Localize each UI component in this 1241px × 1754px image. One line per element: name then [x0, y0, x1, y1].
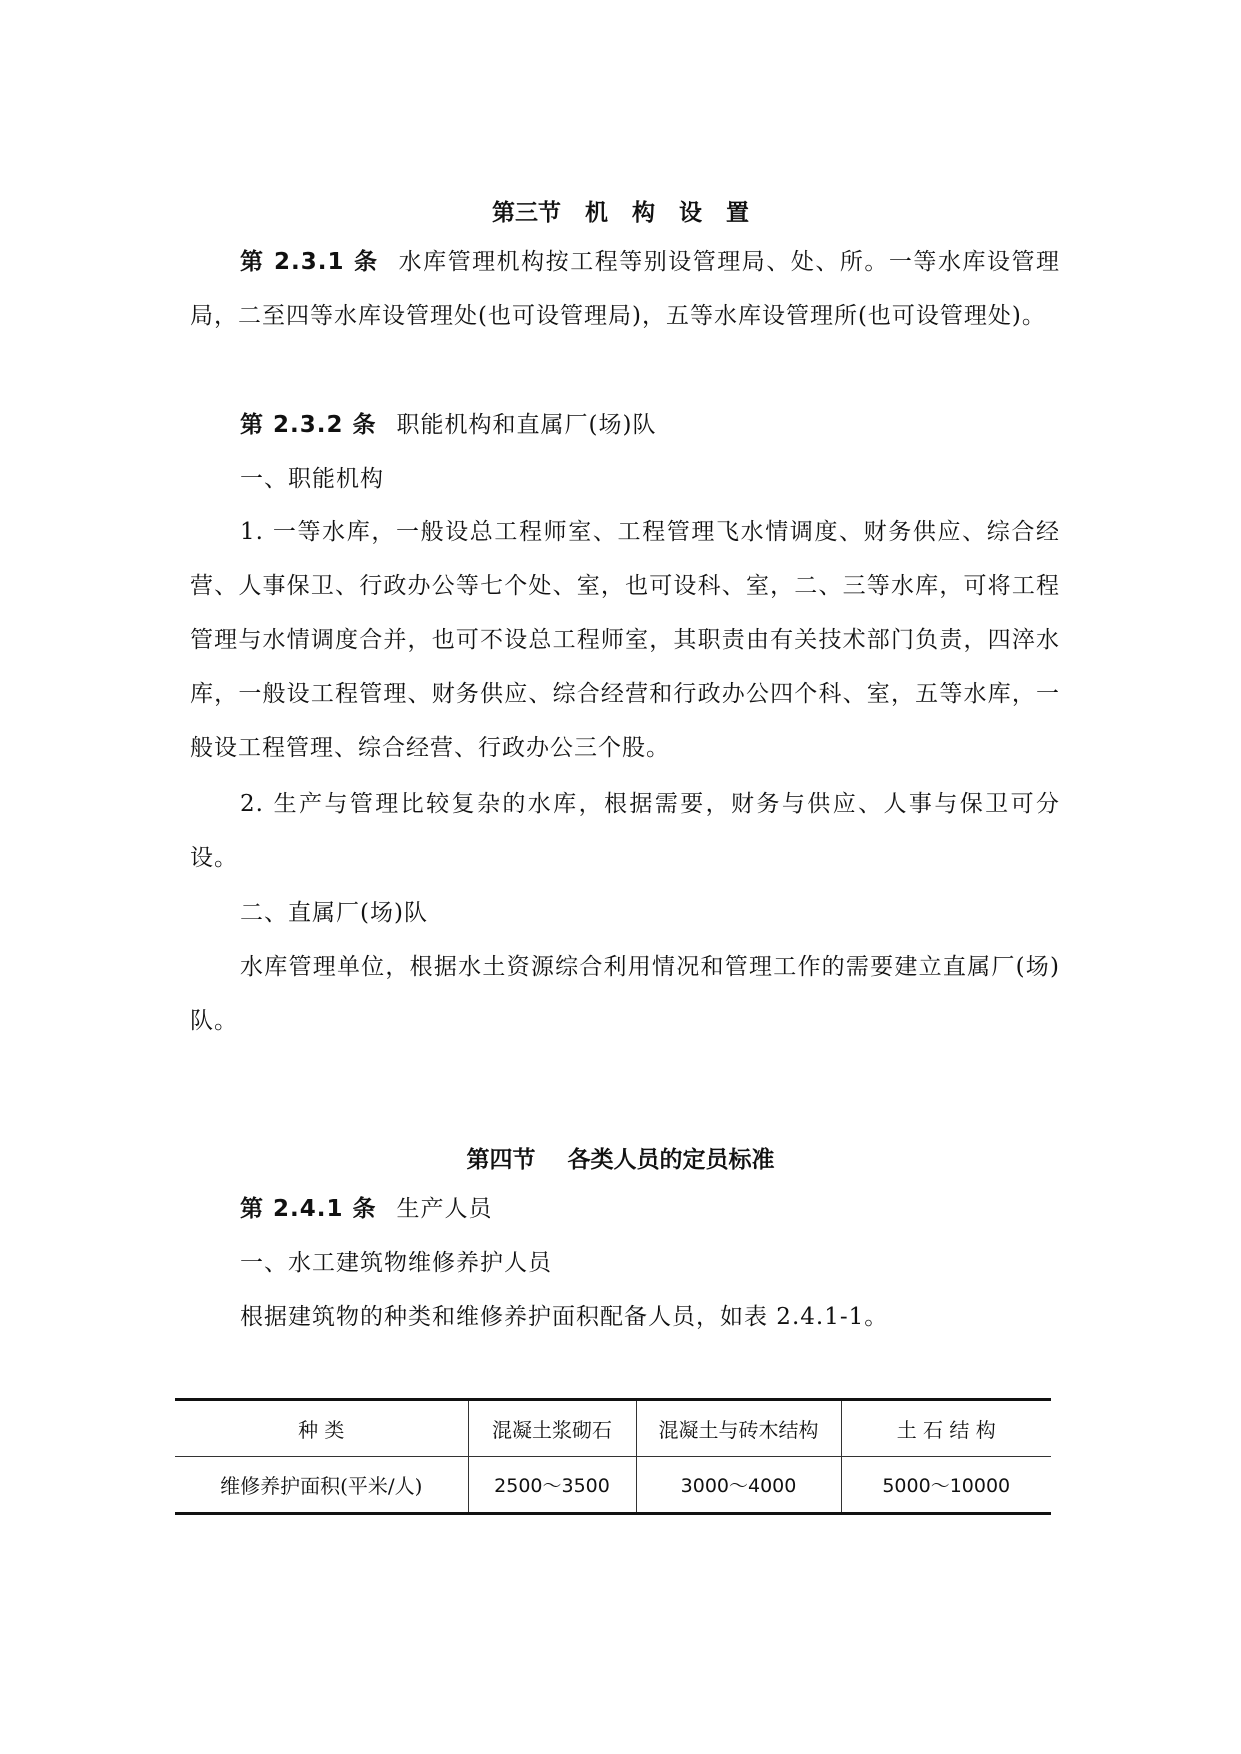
article-2-3-2	[190, 398, 1060, 452]
subheading-maintenance-staff: 一、水工建筑物维修养护人员	[240, 1250, 552, 1276]
section-heading-3: 第三节 机 构 设 置	[491, 200, 750, 226]
article-number: 第 2.3.1 条	[240, 249, 379, 275]
item-1: 1. 一等水库，一般设总工程师室、工程管理飞水情调度、财务供应、综合经营、人事保卫、行政办公等七个处、室，也可设科、室，二、三等水库，可将工程管理与水情调度合并，也可不设总工程师室，其职责由有关技术部门负责，四淬水库，一般设工程管理、财务供应、综合经营和行政办公四个科、室，五等水库，一般设工程管理、综合经营、行政办公三个股。	[190, 519, 1060, 761]
subheading-direct-units: 二、直属厂(场)队	[240, 900, 428, 926]
article-2-3-1	[190, 235, 1060, 343]
table-header-row	[175, 1400, 1051, 1457]
subheading-functional-bodies: 一、职能机构	[240, 466, 384, 492]
article-text: 职能机构和直属厂(场)队	[396, 412, 657, 438]
section-heading-4: 第四节 各类人员的定员标准	[466, 1147, 775, 1173]
table-cell: 3000～4000	[636, 1457, 841, 1514]
table-header-cell: 种 类	[175, 1400, 468, 1457]
staffing-table	[175, 1398, 1051, 1515]
article-2-4-1	[190, 1182, 1060, 1236]
table-cell: 2500～3500	[468, 1457, 636, 1514]
table-header-cell: 混凝土浆砌石	[468, 1400, 636, 1457]
article-number: 第 2.4.1 条	[240, 1196, 377, 1222]
paragraph-direct-units: 水库管理单位，根据水土资源综合利用情况和管理工作的需要建立直属厂(场)队。	[190, 954, 1060, 1034]
table-row	[175, 1457, 1051, 1514]
item-2: 2. 生产与管理比较复杂的水库，根据需要，财务与供应、人事与保卫可分设。	[190, 791, 1060, 871]
table-cell: 维修养护面积(平米/人)	[220, 1474, 423, 1498]
table-header-cell: 混凝土与砖木结构	[636, 1400, 841, 1457]
table-intro: 根据建筑物的种类和维修养护面积配备人员，如表 2.4.1-1。	[240, 1304, 889, 1330]
article-text: 生产人员	[396, 1196, 493, 1222]
article-text: 水库管理机构按工程等别设管理局、处、所。一等水库设管理局，二至四等水库设管理处(也可设管理局)，五等水库设管理所(也可设管理处)。	[190, 249, 1061, 329]
article-number: 第 2.3.2 条	[240, 412, 377, 438]
table-header-cell: 土 石 结 构	[841, 1400, 1051, 1457]
table-cell: 5000～10000	[841, 1457, 1051, 1514]
